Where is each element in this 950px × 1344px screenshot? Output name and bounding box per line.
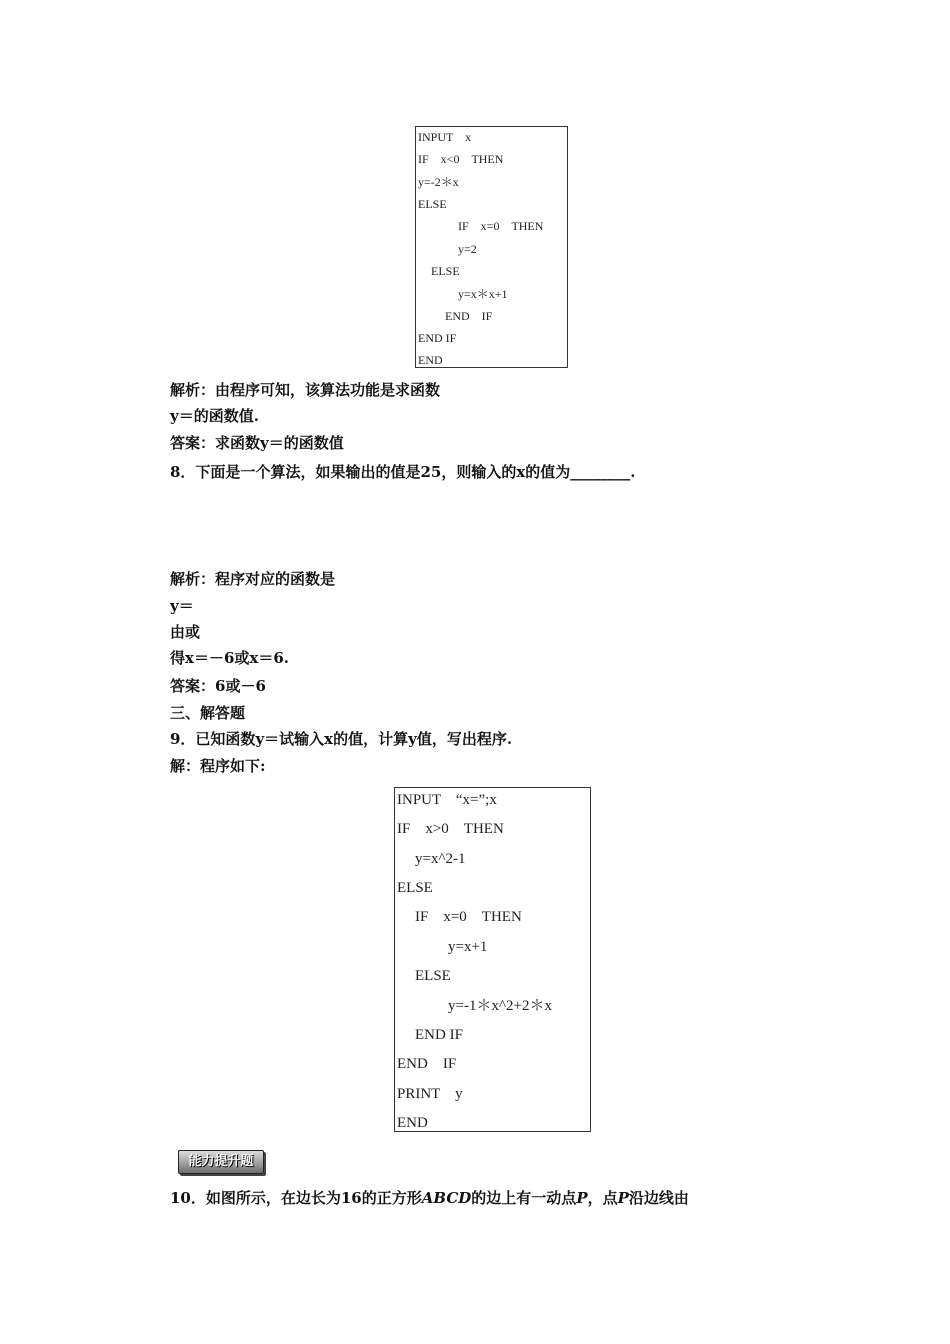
code-line: END IF xyxy=(445,309,493,323)
code-line: INPUT x xyxy=(418,130,472,144)
condition-line: 由或 xyxy=(170,623,201,641)
code-line: y=x+1 xyxy=(448,939,488,955)
q10-point-p2: P xyxy=(617,1189,629,1207)
q10-part4: 沿边线由 xyxy=(628,1189,689,1207)
analysis-line-7 xyxy=(170,380,440,400)
code-line: y=2 xyxy=(458,242,477,256)
question-10 xyxy=(170,1188,689,1208)
answer-label: 答案： xyxy=(170,677,216,695)
answer-text: 6或－6 xyxy=(215,677,266,695)
function-line-y: y＝ xyxy=(170,597,194,615)
q10-square: ABCD xyxy=(421,1189,472,1207)
code-line: PRINT y xyxy=(397,1086,463,1102)
q10-part3: ，点 xyxy=(587,1189,618,1207)
q10-part1: 10．如图所示，在边长为16的正方形 xyxy=(170,1189,422,1207)
question-8: 8．下面是一个算法，如果输出的值是25，则输入的x的值为________. xyxy=(170,463,636,481)
ability-badge: 能力提升题 xyxy=(178,1150,264,1174)
code-line: INPUT “x=”;x xyxy=(397,792,497,808)
code-line: ELSE xyxy=(431,264,460,278)
code-line: END IF xyxy=(415,1027,463,1043)
solution-9-line xyxy=(170,756,266,776)
answer-line-7 xyxy=(170,433,344,453)
analysis-line-7b: y＝的函数值. xyxy=(170,407,259,425)
program-box-2 xyxy=(394,787,591,1132)
code-line: IF x<0 THEN xyxy=(418,152,504,166)
q10-point-p: P xyxy=(576,1189,588,1207)
result-line: 得x＝－6或x＝6. xyxy=(170,649,289,667)
analysis-text: 程序对应的函数是 xyxy=(215,570,336,588)
analysis-line-8 xyxy=(170,569,335,589)
solution-label: 解： xyxy=(170,757,201,775)
code-line: y=x^2-1 xyxy=(415,851,466,867)
section-title: 三、解答题 xyxy=(170,704,246,722)
code-line: ELSE xyxy=(418,197,447,211)
code-line: ELSE xyxy=(415,968,451,984)
code-line: END xyxy=(397,1115,428,1131)
code-line: y=-2＊x xyxy=(418,175,459,189)
question-9: 9．已知函数y＝试输入x的值，计算y值，写出程序. xyxy=(170,730,513,748)
code-line: y=-1＊x^2+2＊x xyxy=(448,998,552,1014)
analysis-label: 解析： xyxy=(170,570,216,588)
analysis-label: 解析： xyxy=(170,381,216,399)
program-box-1 xyxy=(415,126,568,368)
code-line: IF x>0 THEN xyxy=(397,821,504,837)
code-line: END IF xyxy=(397,1056,457,1072)
code-line: END IF xyxy=(418,331,457,345)
answer-line-8 xyxy=(170,676,266,696)
code-line: y=x＊x+1 xyxy=(458,287,508,301)
code-line: IF x=0 THEN xyxy=(458,219,544,233)
answer-text: 求函数y＝的函数值 xyxy=(215,434,344,452)
analysis-text: 由程序可知，该算法功能是求函数 xyxy=(215,381,441,399)
q10-part2: 的边上有一动点 xyxy=(471,1189,577,1207)
code-line: END xyxy=(418,353,443,367)
answer-label: 答案： xyxy=(170,434,216,452)
solution-text: 程序如下: xyxy=(200,757,266,775)
code-line: ELSE xyxy=(397,880,433,896)
code-line: IF x=0 THEN xyxy=(415,909,522,925)
